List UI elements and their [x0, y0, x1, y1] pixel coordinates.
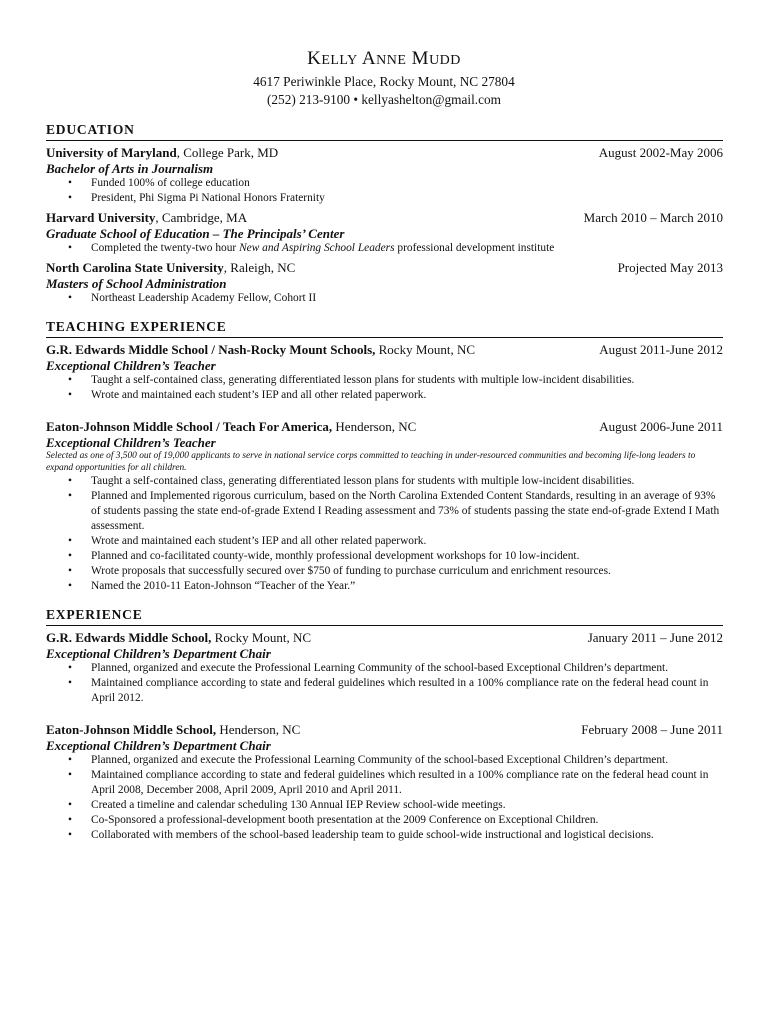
entry-title: Exceptional Children’s Teacher — [46, 358, 216, 373]
candidate-name: KELLY ANNE MUDD — [307, 48, 461, 69]
list-item: • Planned, organized and execute the Professional Learning Community of the school-based Exceptional Children’s department. — [91, 661, 723, 676]
teaching-entry: G.R. Edwards Middle School / Nash-Rocky Mount Schools, Rocky Mount, NC August 2011-June 2012 Exceptional Children’s Teacher • Taught a self-contained class, generating differentiated lesson plans for students with multiple low-incident disabilities. • Wrote and maintained each student’s IEP and all other related paperwork. — [46, 342, 723, 403]
resume-header — [0, 0, 768, 109]
education-entry: Harvard University, Cambridge, MA March 2010 – March 2010 Graduate School of Education – The Principals’ Center • Completed the twenty-two hour New and Aspiring School Leaders professional development institute — [46, 210, 723, 256]
experience-heading: EXPERIENCE — [46, 606, 723, 626]
entry-date: August 2011-June 2012 — [599, 342, 723, 357]
education-heading: EDUCATION — [46, 121, 723, 141]
list-item: • Wrote and maintained each student’s IEP and all other related paperwork. — [91, 534, 723, 549]
list-item: • President, Phi Sigma Pi National Honors Fraternity — [91, 191, 723, 206]
education-entry: University of Maryland, College Park, MD August 2002-May 2006 Bachelor of Arts in Journalism • Funded 100% of college education • President, Phi Sigma Pi National Honors Fraternity — [46, 145, 723, 206]
entry-date: August 2006-June 2011 — [599, 419, 723, 434]
entry-date: January 2011 – June 2012 — [587, 630, 723, 645]
list-item: • Maintained compliance according to state and federal guidelines which resulted in a 100% compliance rate on the federal head count in April 2012. — [91, 676, 723, 706]
tfa-note: Selected as one of 3,500 out of 19,000 applicants to serve in national service corps committed to teaching in under-resourced communities and becoming life-long leaders to expand opportunities for all children. — [46, 451, 696, 473]
entry-date: February 2008 – June 2011 — [581, 722, 723, 737]
list-item: • Funded 100% of college education — [91, 176, 723, 191]
experience-entry: G.R. Edwards Middle School, Rocky Mount, NC January 2011 – June 2012 Exceptional Children’s Department Chair • Planned, organized and execute the Professional Learning Community of the school-based Exceptional Children’s department. • Maintained compliance according to state and federal guidelines which resulted in a 100% compliance rate on the federal head count in April 2012. — [46, 630, 723, 706]
entry-date: August 2002-May 2006 — [598, 145, 723, 160]
teaching-entry: Eaton-Johnson Middle School / Teach For America, Henderson, NC August 2006-June 2011 Exceptional Children’s Teacher Selected as one of 3,500 out of 19,000 applicants to serve in national service corps committed to teaching in under-resourced communities and becoming life-long leaders to expand opportunities for all children. • Taught a self-contained class, generating differentiated lesson plans for students with multiple low-incident disabilities. • Planned and Implemented rigorous curriculum, based on the North Carolina Extended Content Standards, resulting in an average of 93% of students passing the state end-of-grade Extend I Reading assessment and 73% of students passing the state end-of-grade Extend I Math assessment. • Wrote and maintained each student’s IEP and all other related paperwork. • Planned and co-facilitated county-wide, monthly professional development workshops for 10 low-incident. • Wrote proposals that successfully secured over $750 of funding to purchase curriculum and enrichment resources. • Named the 2010-11 Eaton-Johnson “Teacher of the Year.” — [46, 419, 723, 594]
entry-title: Exceptional Children’s Teacher — [46, 435, 216, 450]
list-item: • Taught a self-contained class, generating differentiated lesson plans for students with multiple low-incident disabilities. — [91, 373, 723, 388]
list-item: • Co-Sponsored a professional-development booth presentation at the 2009 Conference on Exceptional Children. — [91, 813, 723, 828]
list-item: • Northeast Leadership Academy Fellow, Cohort II — [91, 291, 723, 306]
resume-body — [46, 121, 723, 843]
address: 4617 Periwinkle Place, Rocky Mount, NC 27804 — [253, 74, 515, 89]
list-item: • Maintained compliance according to state and federal guidelines which resulted in a 100% compliance rate on the federal head count in April 2008, December 2008, April 2009, April 2010 and April 2011. — [91, 768, 723, 798]
list-item: • Wrote and maintained each student’s IEP and all other related paperwork. — [91, 388, 723, 403]
contact-line — [0, 91, 768, 109]
entry-title: Bachelor of Arts in Journalism — [46, 161, 214, 176]
entry-title: Exceptional Children’s Department Chair — [46, 646, 271, 661]
entry-title: Graduate School of Education – The Principals’ Center — [46, 226, 345, 241]
list-item: • Completed the twenty-two hour New and Aspiring School Leaders professional development institute — [91, 241, 723, 256]
list-item: • Wrote proposals that successfully secured over $750 of funding to purchase curriculum and enrichment resources. — [91, 564, 723, 579]
teaching-heading: TEACHING EXPERIENCE — [46, 318, 723, 338]
entry-date: Projected May 2013 — [617, 260, 723, 275]
entry-title: Exceptional Children’s Department Chair — [46, 738, 271, 753]
experience-entry: Eaton-Johnson Middle School, Henderson, NC February 2008 – June 2011 Exceptional Children’s Department Chair • Planned, organized and execute the Professional Learning Community of the school-based Exceptional Children’s department. • Maintained compliance according to state and federal guidelines which resulted in a 100% compliance rate on the federal head count in April 2008, December 2008, April 2009, April 2010 and April 2011. • Created a timeline and calendar scheduling 130 Annual IEP Review school-wide meetings. • Co-Sponsored a professional-development booth presentation at the 2009 Conference on Exceptional Children. • Collaborated with members of the school-based leadership team to guide school-wide instructional and logistical decisions. — [46, 722, 723, 843]
list-item: • Taught a self-contained class, generating differentiated lesson plans for students with multiple low-incident disabilities. — [91, 474, 723, 489]
list-item: • Named the 2010-11 Eaton-Johnson “Teacher of the Year.” — [91, 579, 723, 594]
list-item: • Planned, organized and execute the Professional Learning Community of the school-based Exceptional Children’s department. — [91, 753, 723, 768]
list-item: • Planned and co-facilitated county-wide, monthly professional development workshops for 10 low-incident. — [91, 549, 723, 564]
entry-title: Masters of School Administration — [46, 276, 227, 291]
list-item: • Created a timeline and calendar scheduling 130 Annual IEP Review school-wide meetings. — [91, 798, 723, 813]
list-item: • Collaborated with members of the school-based leadership team to guide school-wide instructional and logistical decisions. — [91, 828, 723, 843]
list-item: • Planned and Implemented rigorous curriculum, based on the North Carolina Extended Content Standards, resulting in an average of 93% of students passing the state end-of-grade Extend I Reading assessment and 73% of students passing the state end-of-grade Extend I Math assessment. — [91, 489, 723, 534]
education-entry: North Carolina State University, Raleigh, NC Projected May 2013 Masters of School Administration • Northeast Leadership Academy Fellow, Cohort II — [46, 260, 723, 306]
email: kellyashelton@gmail.com — [361, 92, 502, 107]
phone: (252) 213-9100 — [266, 92, 351, 107]
entry-date: March 2010 – March 2010 — [583, 210, 723, 225]
separator-dot: • — [353, 92, 359, 107]
